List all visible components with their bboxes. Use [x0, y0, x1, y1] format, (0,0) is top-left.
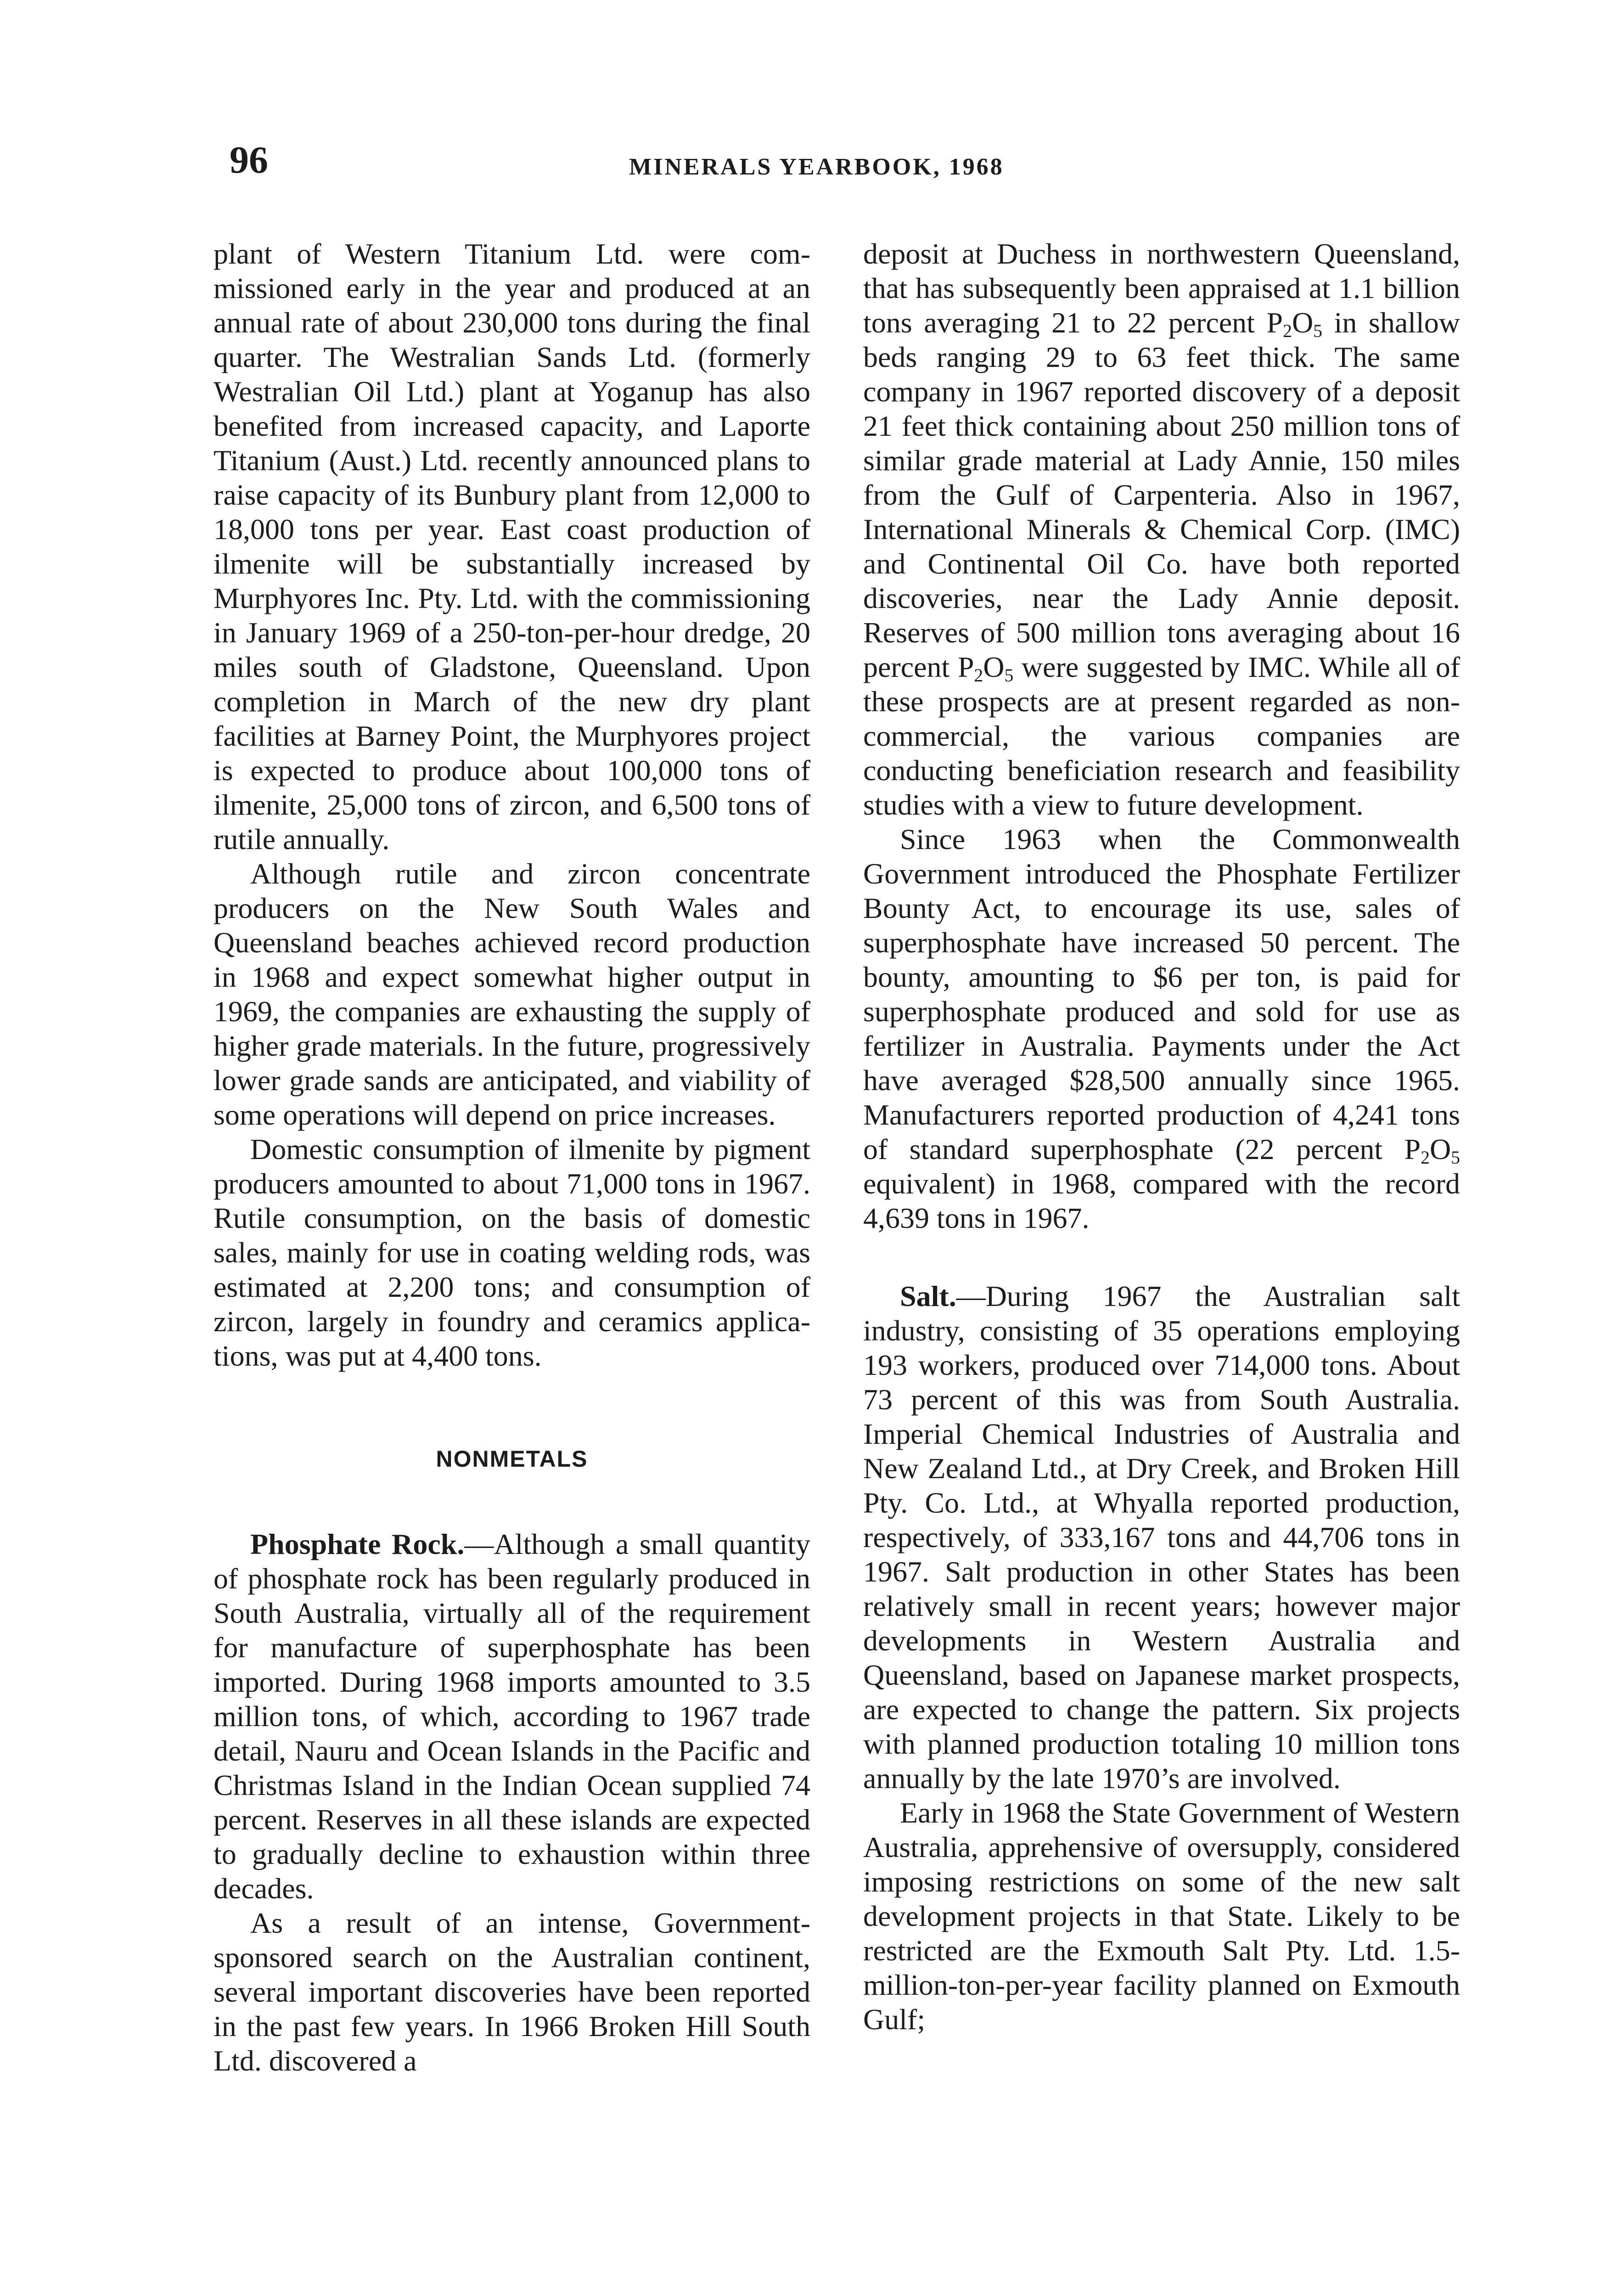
subscript: 2: [1421, 1147, 1430, 1168]
text-segment: O: [1292, 306, 1314, 339]
subscript: 2: [974, 665, 983, 686]
left-column: [213, 236, 810, 2078]
paragraph-domestic-consumption: Domestic consumption of ilmenite by pigment producers amounted to about 71,000 tons in 1967. Rutile consumption, on the basis of domestic sales, mainly for use in coating welding rods, was estimated at 2,200 tons; and consumption of zircon, largely in foundry and ceramics applications, was put at 4,400 tons.: [213, 1133, 810, 1372]
subscript: 5: [1451, 1147, 1460, 1168]
paragraph-bounty-act: [863, 822, 1460, 1235]
salt-heading: Salt.: [900, 1280, 956, 1312]
section-heading-nonmetals: NONMETALS: [436, 1446, 588, 1472]
right-column: [863, 236, 1460, 2037]
page-number: 96: [230, 139, 268, 181]
text-segment: deposit at Duchess in northwestern Queensland, that has subsequently been appraised at 1.1 billion tons averaging 21 to 22 percent P: [863, 237, 1460, 339]
text-segment: O: [983, 651, 1005, 683]
subscript: 2: [1283, 321, 1292, 341]
paragraph-government-search: As a result of an intense, Government-sponsored search on the Australian continent, several important discoveries have been reported in the past few years. In 1966 Broken Hill South Ltd. discovered a: [213, 1907, 810, 2077]
text-segment: Since 1963 when the Commonwealth Government introduced the Phosphate Fertilizer Bounty Act, to encourage its use, sales of superphosphate have increased 50 percent. The bounty, amounting to $6 per ton, is paid for superphosphate produced and sold for use as fertilizer in Australia. Payments under the Act have averaged $28,500 annually since 1965. Manufacturers reported production of 4,241 tons of standard superphosphate (22 percent P: [863, 823, 1460, 1165]
paragraph-duchess-deposit: [863, 236, 1460, 822]
paragraph-phosphate-rock: [213, 1527, 810, 1906]
paragraph-titanium-plants: plant of Western Titanium Ltd. were commissioned early in the year and produced at an annual rate of about 230,000 tons during the final quarter. The Westralian Sands Ltd. (formerly Westralian Oil Ltd.) plant at Yoganup has also benefited from increased capacity, and Laporte Titanium (Aust.) Ltd. recently announced plans to raise capacity of its Bunbury plant from 12,000 to 18,000 tons per year. East coast production of ilmenite will be substantially increased by Murphyores Inc. Pty. Ltd. with the commissioning in January 1969 of a 250-ton-per-hour dredge, 20 miles south of Gladstone, Queensland. Upon completion in March of the new dry plant facilities at Barney Point, the Murphyores project is expected to produce about 100,000 tons of ilmenite, 25,000 tons of zircon, and 6,500 tons of rutile annually.: [213, 237, 810, 855]
paragraph-salt: [863, 1279, 1460, 1795]
phosphate-rock-heading: Phosphate Rock.: [250, 1528, 465, 1560]
paragraph-rutile-zircon: Although rutile and zircon concentrate producers on the New South Wales and Queensland beaches achieved record production in 1968 and expect somewhat higher output in 1969, the companies are exhausting the supply of higher grade materials. In the future, progressively lower grade sands are anticipated, and viability of some operations will depend on price increases.: [213, 857, 810, 1131]
text-segment: O: [1429, 1133, 1451, 1165]
salt-text: —During 1967 the Australian salt industry, consisting of 35 operations employing 193 workers, produced over 714,000 tons. About 73 percent of this was from South Australia. Imperial Chemical Industries of Australia and New Zealand Ltd., at Dry Creek, and Broken Hill Pty. Co. Ltd., at Whyalla reported production, respectively, of 333,167 tons and 44,706 tons in 1967. Salt production in other States has been relatively small in recent years; however major developments in Western Australia and Queensland, based on Japanese market prospects, are expected to change the pattern. Six projects with planned production totaling 10 million tons annually by the late 1970’s are involved.: [863, 1280, 1460, 1795]
text-segment: in shallow beds ranging 29 to 63 feet thick. The same company in 1967 reported discovery of a deposit 21 feet thick containing about 250 million tons of similar grade material at Lady Annie, 150 miles from the Gulf of Carpenteria. Also in 1967, International Minerals & Chemical Corp. (IMC) and Continental Oil Co. have both reported discoveries, near the Lady Annie deposit. Reserves of 500 million tons averaging about 16 percent P: [863, 306, 1461, 683]
subscript: 5: [1313, 321, 1322, 341]
text-segment: were suggested by IMC. While all of these prospects are at present regarded as noncommercial, the various companies are conducting beneficiation research and feasibility studies with a view to future development.: [863, 651, 1461, 821]
paragraph-state-government: Early in 1968 the State Government of Western Australia, apprehensive of oversupply, considered imposing restrictions on some of the new salt development projects in that State. Likely to be restricted are the Exmouth Salt Pty. Ltd. 1.5-million-ton-per-year facility planned on Exmouth Gulf;: [863, 1796, 1460, 2036]
page-header: [0, 138, 1618, 193]
subscript: 5: [1004, 665, 1014, 686]
text-segment: equivalent) in 1968, compared with the record 4,639 tons in 1967.: [863, 1167, 1460, 1234]
phosphate-rock-text: —Although a small quantity of phosphate rock has been regularly produced in South Australia, virtually all of the requirement for manufacture of superphosphate has been imported. During 1968 imports amounted to 3.5 million tons, of which, according to 1967 trade detail, Nauru and Ocean Islands in the Pacific and Christmas Island in the Indian Ocean supplied 74 percent. Reserves in all these islands are expected to gradually decline to exhaustion within three decades.: [213, 1528, 810, 1905]
running-title: MINERALS YEARBOOK, 1968: [629, 154, 1004, 180]
